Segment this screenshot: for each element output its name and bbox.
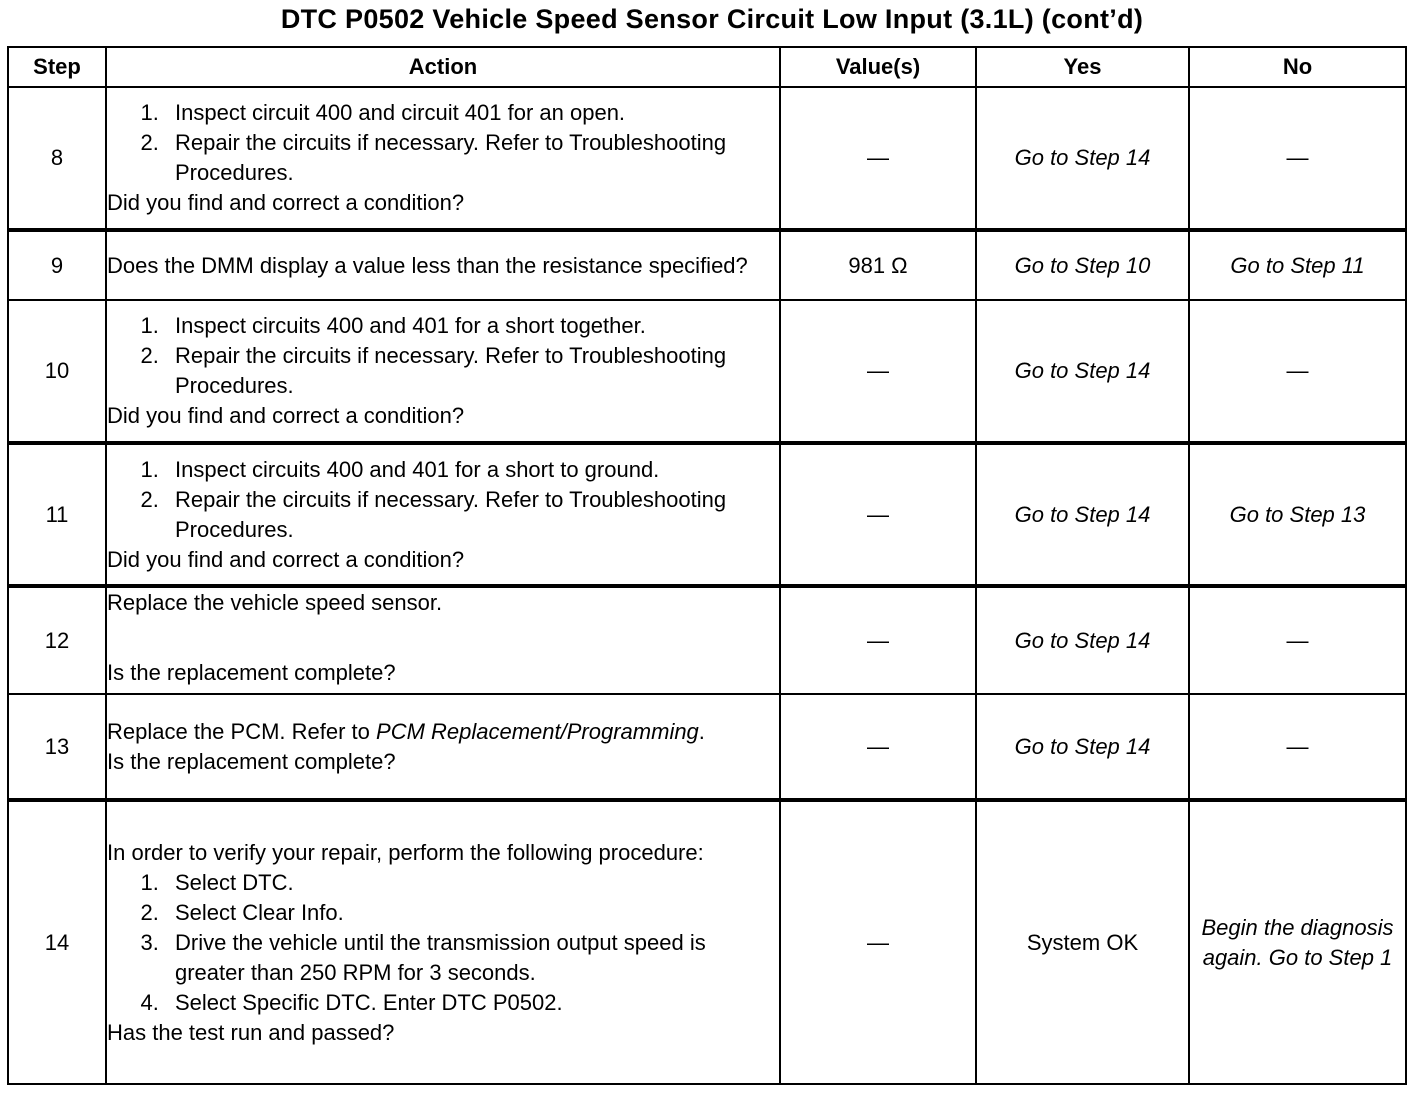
action-steps [107,868,779,1018]
action-cell [106,230,780,300]
table-row [8,800,1406,1084]
no-cell: Begin the diagnosis again. Go to Step 1 [1189,800,1406,1084]
step-number: 8 [8,87,106,230]
table-row [8,87,1406,230]
action-question: Is the replacement complete? [107,660,396,685]
action-intro-end: . [698,718,705,744]
action-cell [106,443,780,586]
action-steps [107,98,779,188]
yes-cell: Go to Step 14 [976,300,1189,443]
no-cell: — [1189,300,1406,443]
no-cell: — [1189,87,1406,230]
no-cell: Go to Step 11 [1189,230,1406,300]
step-number: 10 [8,300,106,443]
action-step: 1. Inspect circuit 400 and circuit 401 for an open. [165,98,779,128]
action-step: 2. Repair the circuits if necessary. Refer to Troubleshooting Procedures. [165,128,779,188]
action-intro: Replace the vehicle speed sensor. [107,590,443,615]
value-cell: 981 Ω [780,230,976,300]
action-step: 2. Repair the circuits if necessary. Refer to Troubleshooting Procedures. [165,341,779,401]
action-question: Is the replacement complete? [107,748,396,774]
no-cell: Go to Step 13 [1189,443,1406,586]
step-number: 9 [8,230,106,300]
yes-cell: Go to Step 10 [976,230,1189,300]
procedure-reference: PCM Replacement/Programming [376,718,699,744]
action-question: Did you find and correct a condition? [107,546,465,572]
step-number: 11 [8,443,106,586]
action-intro [107,717,779,747]
table-row [8,694,1406,800]
action-step: 2. Select Clear Info. [165,898,779,928]
action-cell [106,694,780,800]
action-steps [107,311,779,401]
value-cell: — [780,800,976,1084]
action-intro-text: Replace the PCM. Refer to [107,718,377,744]
no-cell: — [1189,694,1406,800]
header-yes: Yes [976,47,1189,87]
header-no: No [1189,47,1406,87]
table-row [8,300,1406,443]
action-question: Did you find and correct a condition? [107,190,465,215]
action-step: 1. Inspect circuits 400 and 401 for a short to ground. [165,455,779,485]
no-cell: — [1189,586,1406,694]
diagnostic-table [7,46,1407,1085]
header-action: Action [106,47,780,87]
action-step: 4. Select Specific DTC. Enter DTC P0502. [165,988,779,1018]
yes-cell: Go to Step 14 [976,694,1189,800]
action-question: Does the DMM display a value less than the resistance specified? [107,252,748,278]
value-cell: — [780,694,976,800]
value-cell: — [780,300,976,443]
table-row [8,443,1406,586]
step-number: 12 [8,586,106,694]
action-question: Has the test run and passed? [107,1019,395,1045]
header-step: Step [8,47,106,87]
action-cell [106,87,780,230]
table-header-row [8,47,1406,87]
table-row [8,230,1406,300]
value-cell: — [780,87,976,230]
action-question: Did you find and correct a condition? [107,403,465,428]
table-row [8,586,1406,694]
action-step: 1. Inspect circuits 400 and 401 for a short together. [165,311,779,341]
header-values: Value(s) [780,47,976,87]
yes-cell: Go to Step 14 [976,586,1189,694]
action-step: 2. Repair the circuits if necessary. Refer to Troubleshooting Procedures. [165,485,779,545]
value-cell: — [780,586,976,694]
yes-cell: System OK [976,800,1189,1084]
action-step: 3. Drive the vehicle until the transmission output speed is greater than 250 RPM for 3 seconds. [165,928,779,988]
yes-cell: Go to Step 14 [976,443,1189,586]
yes-cell: Go to Step 14 [976,87,1189,230]
step-number: 13 [8,694,106,800]
step-number: 14 [8,800,106,1084]
action-steps [107,455,779,545]
action-step: 1. Select DTC. [165,868,779,898]
action-cell [106,586,780,694]
page-title: DTC P0502 Vehicle Speed Sensor Circuit Low Input (3.1L) (cont’d) [280,4,1144,34]
action-intro: In order to verify your repair, perform the following procedure: [107,839,704,865]
value-cell: — [780,443,976,586]
action-cell [106,800,780,1084]
action-cell [106,300,780,443]
